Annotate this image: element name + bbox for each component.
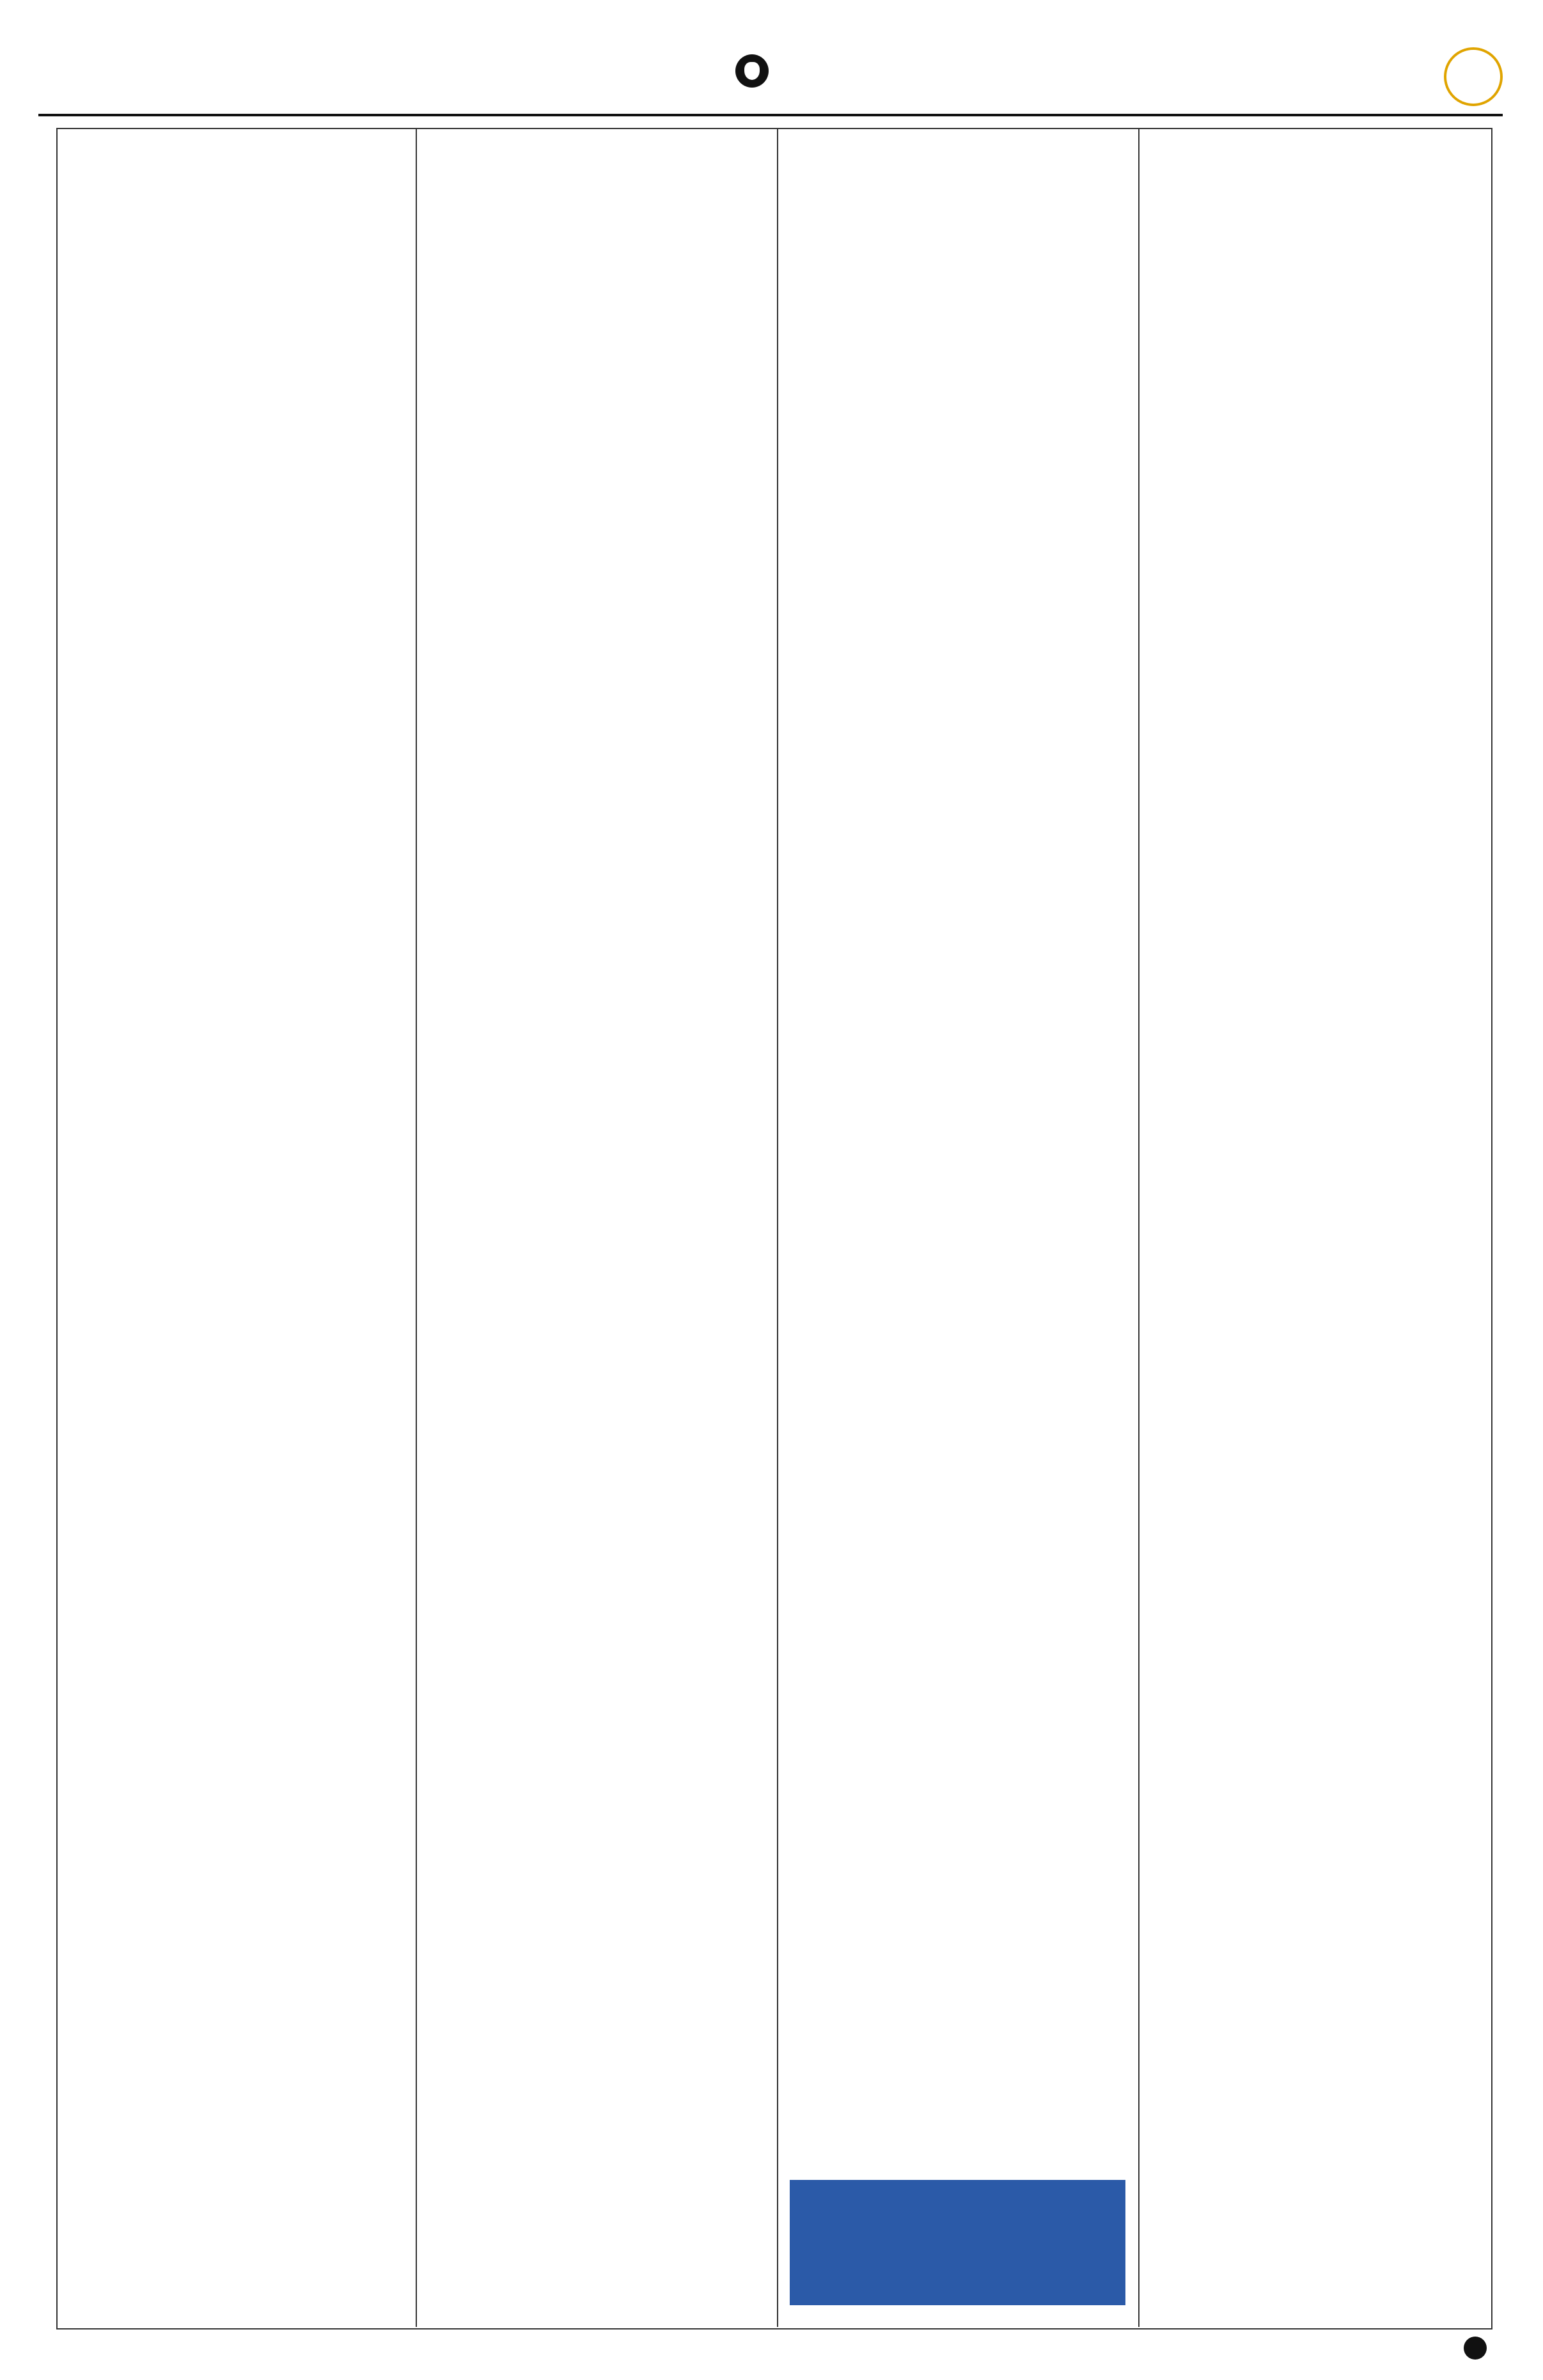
column-divider [1138,128,1140,2327]
masthead-page-number [1444,47,1503,106]
footer-address-box [790,2180,1125,2305]
column-2 [425,134,771,2321]
footer-page-number [1464,2337,1487,2360]
masthead-divider [38,114,1503,116]
column-4 [1148,134,1493,2321]
column-3 [787,134,1132,2321]
column-1 [64,134,409,2321]
footer-signature [1148,2180,1490,2305]
column-divider [416,128,417,2327]
masthead [38,12,1503,139]
logo-emblem-icon [735,54,769,88]
masthead-logo [735,51,776,88]
column-divider [777,128,778,2327]
